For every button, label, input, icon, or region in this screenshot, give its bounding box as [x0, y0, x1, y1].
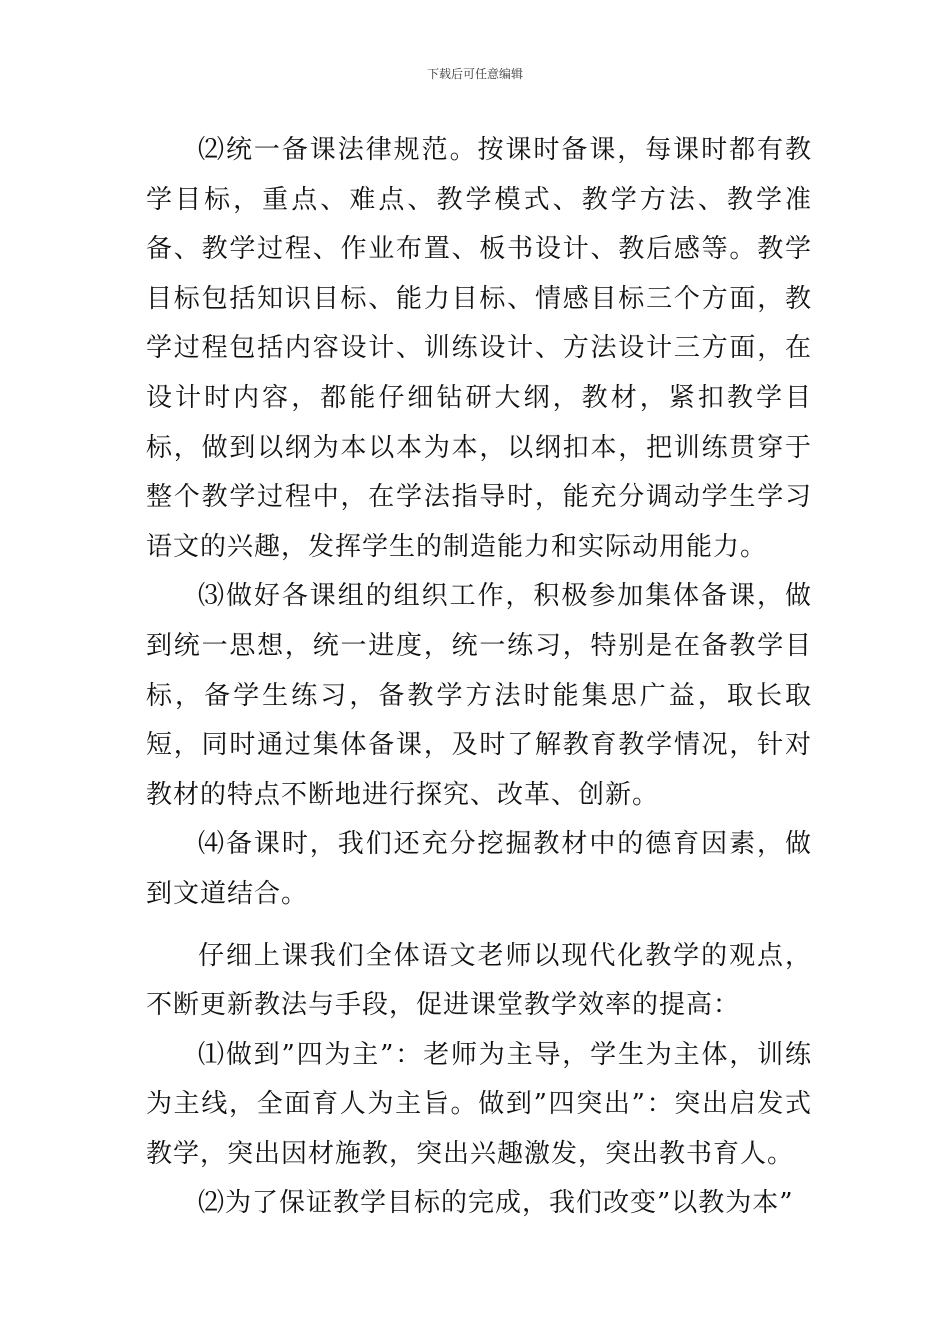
paragraph-unified-lesson-prep: ⑵统一备课法律规范。按课时备课，每课时都有教学目标，重点、难点、教学模式、教学方法、教学准备、教学过程、作业布置、板书设计、教后感等。教学目标包括知识目标、能力目标、情感目标三个方面，教学过程包括内容设计、训练设计、方法设计三方面，在设计时内容，都能仔细钻研大纲，教材，紧扣教学目标，做到以纲为本以本为本，以纲扣本，把训练贯穿于整个教学过程中，在学法指导时，能充分调动学生学习语文的兴趣，发挥学生的制造能力和实际动用能力。	[146, 135, 812, 562]
paragraph-teaching-goals: ⑵为了保证教学目标的完成，我们改变”以教为本”	[198, 1188, 794, 1219]
paragraph-moral-education: ⑷备课时，我们还充分挖掘教材中的德育因素，做到文道结合。	[146, 829, 812, 909]
document-body	[146, 126, 812, 1229]
header-note: 下载后可任意编辑	[426, 67, 523, 81]
paragraph-classroom-teaching: 仔细上课我们全体语文老师以现代化教学的观点，不断更新教法与手段，促进课堂教学效率的提高：	[146, 940, 812, 1021]
paragraph-four-principles: ⑴做到”四为主”：老师为主导，学生为主体，训练为主线，全面育人为主旨。做到”四突出”：突出启发式教学，突出因材施教，突出兴趣激发，突出教书育人。	[146, 1039, 812, 1169]
paragraph-group-prep: ⑶做好各课组的组织工作，积极参加集体备课，做到统一思想，统一进度，统一练习，特别是在备教学目标，备学生练习，备教学方法时能集思广益，取长取短，同时通过集体备课，及时了解教育教学情况，针对教材的特点不断地进行探究、改革、创新。	[146, 581, 812, 810]
